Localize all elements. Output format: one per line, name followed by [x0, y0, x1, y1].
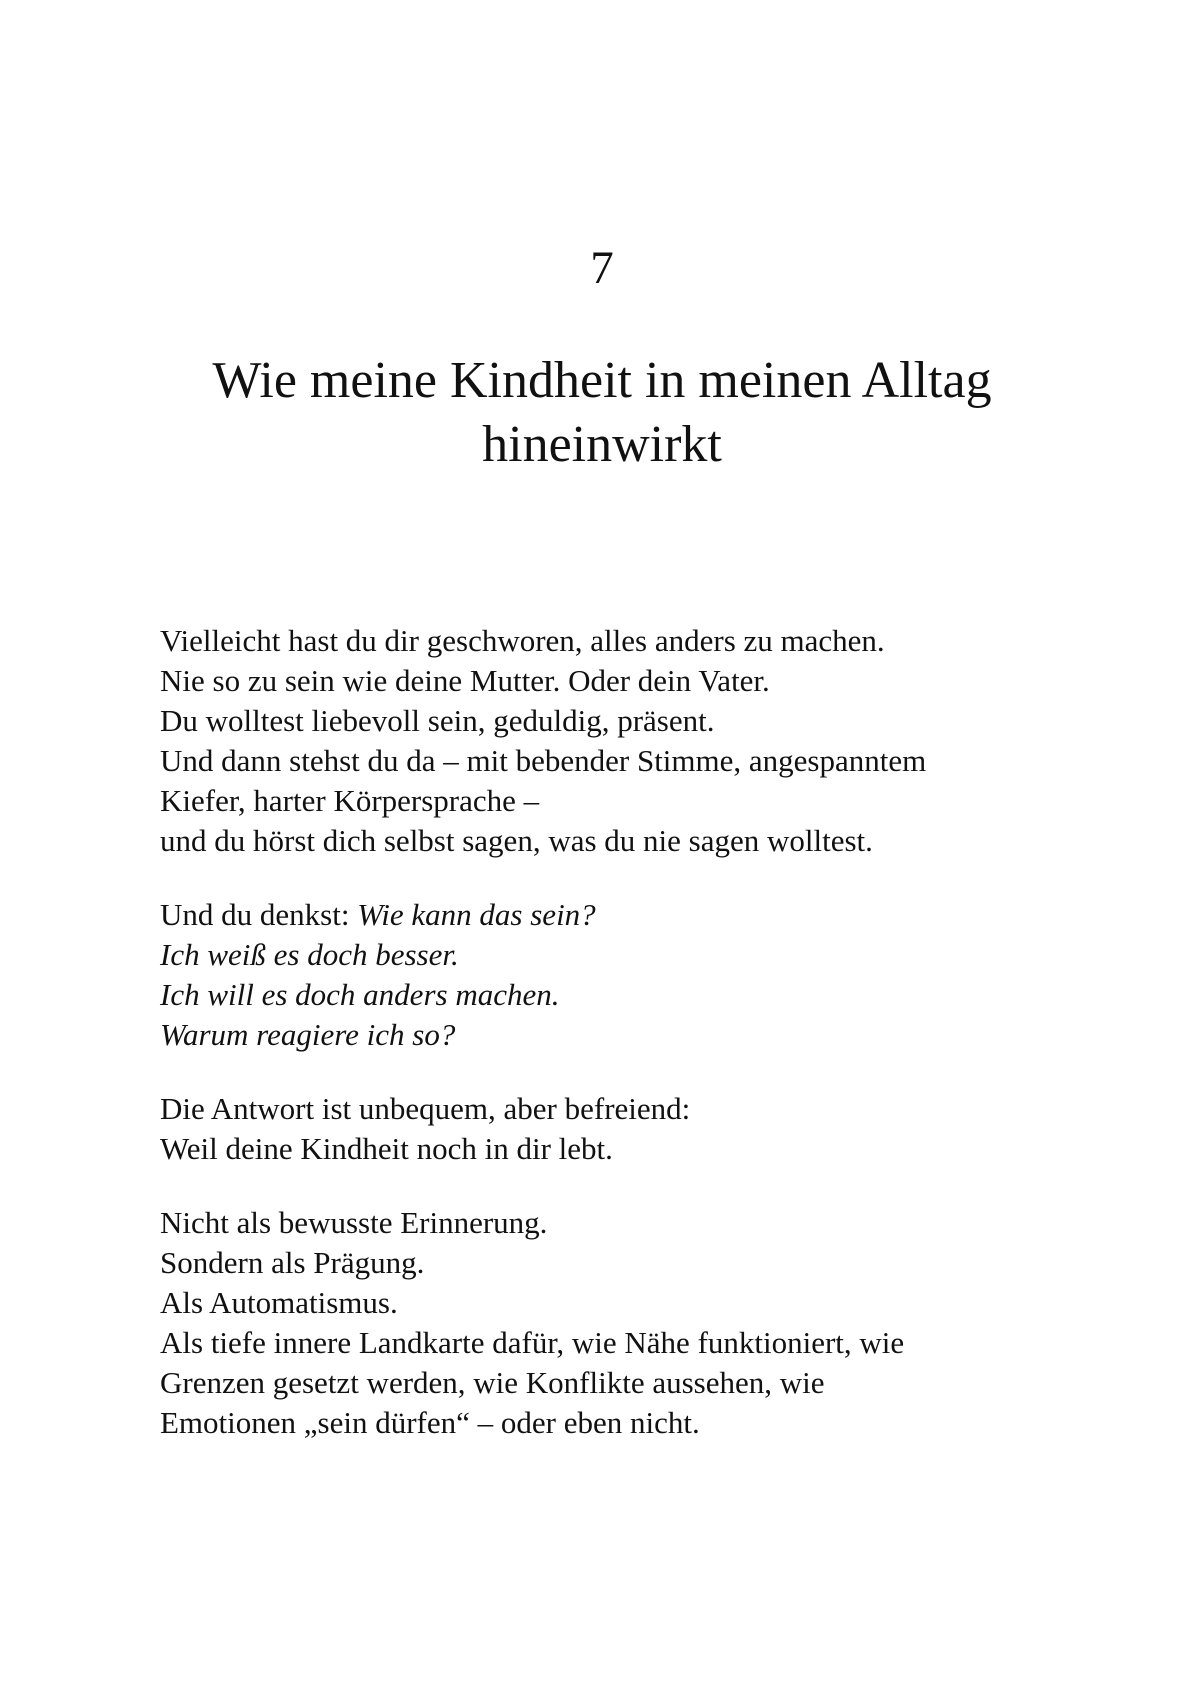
- chapter-title-line: hineinwirkt: [482, 416, 722, 473]
- text-line: Kiefer, harter Körpersprache –: [160, 783, 540, 818]
- paragraph-4: [160, 1203, 1060, 1443]
- italic-thought: Ich weiß es doch besser.: [160, 937, 459, 972]
- text-line: Die Antwort ist unbequem, aber befreiend:: [160, 1091, 691, 1126]
- text-line: Weil deine Kindheit noch in dir lebt.: [160, 1131, 613, 1166]
- text-line: Und dann stehst du da – mit bebender Stimme, angespanntem: [160, 743, 927, 778]
- text-prefix: Und du denkst:: [160, 897, 358, 932]
- italic-thought: Ich will es doch anders machen.: [160, 977, 560, 1012]
- paragraph-3: [160, 1089, 1060, 1169]
- text-line: Nicht als bewusste Erinnerung.: [160, 1205, 548, 1240]
- text-line: [160, 895, 1060, 935]
- text-line: Als Automatismus.: [160, 1285, 398, 1320]
- chapter-title: [150, 349, 1054, 477]
- text-line: Sondern als Prägung.: [160, 1245, 425, 1280]
- text-line: Du wolltest liebevoll sein, geduldig, präsent.: [160, 703, 715, 738]
- chapter-body: [160, 621, 1060, 1477]
- text-line: Grenzen gesetzt werden, wie Konflikte aussehen, wie: [160, 1365, 825, 1400]
- text-line: Emotionen „sein dürfen“ – oder eben nicht.: [160, 1405, 700, 1440]
- text-line: Vielleicht hast du dir geschworen, alles anders zu machen.: [160, 623, 885, 658]
- text-line: und du hörst dich selbst sagen, was du nie sagen wolltest.: [160, 823, 873, 858]
- chapter-number: 7: [590, 242, 614, 294]
- text-line: Nie so zu sein wie deine Mutter. Oder dein Vater.: [160, 663, 770, 698]
- italic-thought: Wie kann das sein?: [357, 897, 596, 932]
- paragraph-2: [160, 895, 1060, 1055]
- paragraph-1: [160, 621, 1060, 861]
- text-line: Als tiefe innere Landkarte dafür, wie Nähe funktioniert, wie: [160, 1325, 905, 1360]
- italic-thought: Warum reagiere ich so?: [160, 1017, 456, 1052]
- chapter-title-line: Wie meine Kindheit in meinen Alltag: [212, 352, 992, 409]
